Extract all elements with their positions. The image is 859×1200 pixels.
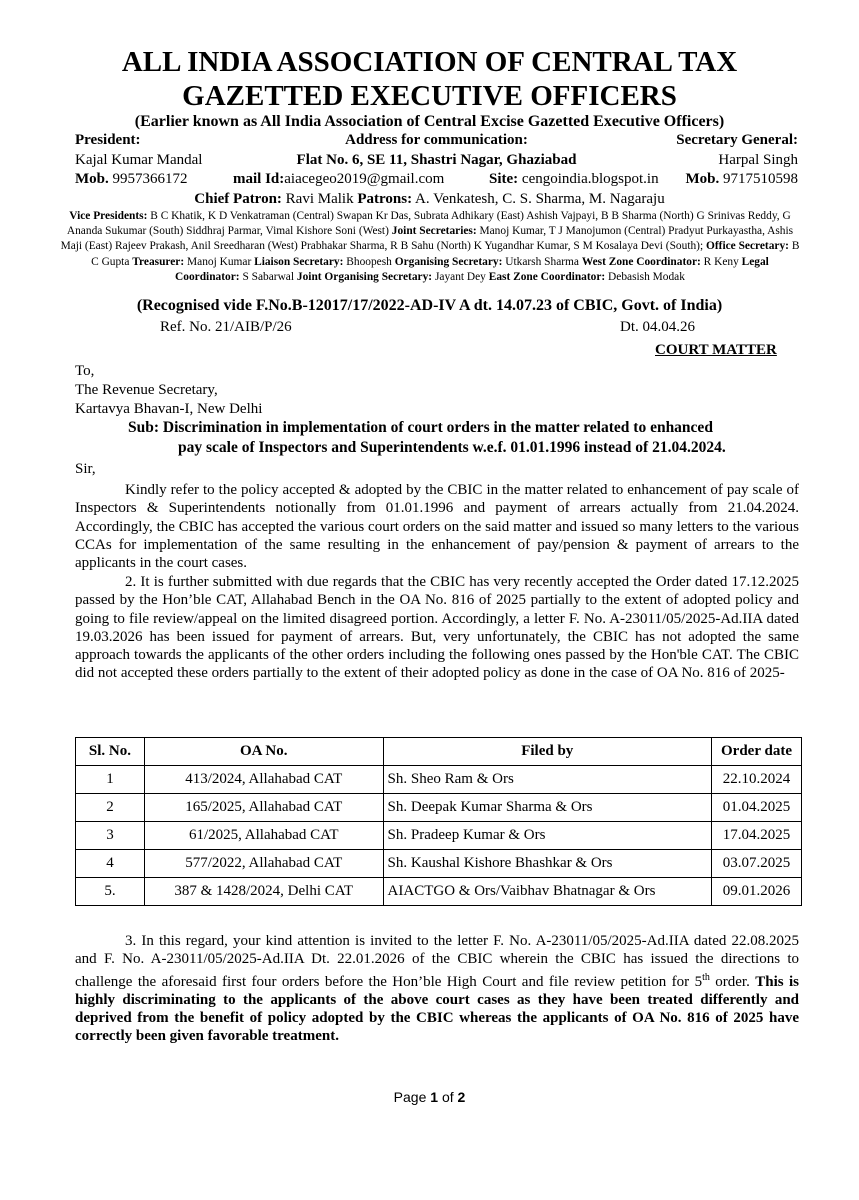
to-line: To, xyxy=(75,363,95,379)
president-label: President: xyxy=(75,132,141,148)
association-title-line1: ALL INDIA ASSOCIATION OF CENTRAL TAX xyxy=(121,46,738,78)
serial-cell: 1 xyxy=(76,766,145,794)
page-footer xyxy=(0,1089,859,1105)
table-row xyxy=(76,822,802,850)
secretary-mobile: 9717510598 xyxy=(723,171,798,187)
reference-number: Ref. No. 21/AIB/P/26 xyxy=(160,319,292,335)
page-word: Page xyxy=(393,1089,427,1105)
ob-label: Treasurer: xyxy=(132,255,185,268)
ob-label: East Zone Coordinator: xyxy=(488,270,606,283)
table-row xyxy=(76,850,802,878)
table-row xyxy=(76,878,802,906)
court-orders-table xyxy=(75,737,802,906)
order-date-cell: 17.04.2025 xyxy=(712,822,802,850)
site-url[interactable]: cengoindia.blogspot.in xyxy=(521,171,659,187)
column-header: Filed by xyxy=(383,738,711,766)
paragraph-3-emphasis: This is highly discriminating to the applicants of the above court cases as they have been treated differently and deprived from the benefit of policy adopted by the CBIC whereas the applicants of OA No. 816 of 2025 have correctly been given favorable treatment. xyxy=(75,973,800,1045)
table-header-row xyxy=(76,738,802,766)
site-label: Site: xyxy=(489,171,519,187)
column-header: OA No. xyxy=(144,738,383,766)
ob-label: Joint Secretaries: xyxy=(391,225,477,238)
addressee-address: Kartavya Bhavan-I, New Delhi xyxy=(75,401,263,417)
ob-label: Legal Coordinator: xyxy=(175,255,769,283)
oa-number-cell: 165/2025, Allahabad CAT xyxy=(144,794,383,822)
salutation: Sir, xyxy=(75,461,96,477)
office-bearers-block xyxy=(60,209,800,285)
table-row xyxy=(76,794,802,822)
former-name: (Earlier known as All India Association of Central Excise Gazetted Executive Officers) xyxy=(134,113,725,130)
recognition-line: (Recognised vide F.No.B-12017/17/2022-AD-IV A dt. 14.07.23 of CBIC, Govt. of India) xyxy=(136,297,723,314)
secretary-general-name: Harpal Singh xyxy=(718,152,798,168)
order-date-cell: 03.07.2025 xyxy=(712,850,802,878)
serial-cell: 4 xyxy=(76,850,145,878)
ob-text: Utkarsh Sharma xyxy=(505,255,579,268)
ob-text: B C Khatik, K D Venkatraman (Central) Swapan Kr Das, Subrata Adhikary (East) Ashish Vajpayi, B B Sharma (North) G Srinivas Reddy, G Ananda Sukumar (South) Siddhraj Parmar, Vimal Kishore Soni (West) xyxy=(66,210,791,238)
ob-label: Liaison Secretary: xyxy=(254,255,344,268)
paragraph-2-text: 2. It is further submitted with due regards that the CBIC has very recently accepted the Order dated 17.12.2025 passed by the Hon’ble CAT, Allahabad Bench in the OA No. 816 of 2025 partially to the extent of adopted policy and going to file review/appeal on the limited disagreed portion. Accordingly, a letter F. No. A-23011/05/2025-Ad.IIA dated 19.03.2026 has been issued for payment of arrears. But, very unfortunately, the CBIC has not adopted the same approach towards the applicants of the other orders including the following ones passed by the Hon'ble CAT. The CBIC did not accepted these orders partially to the extent of their adopted policy as done in the case of OA No. 816 of 2025- xyxy=(75,574,799,682)
paragraph-1-text: Kindly refer to the policy accepted & adopted by the CBIC in the matter related to enhancement of pay scale of Inspectors & Superintendents notionally from 01.01.1996 and payment of arrears actually from 21.04.2024. Accordingly, the CBIC has accepted the various court orders on the said matter and issued so many letters to the various CCAs for implementation of the same resulting in the enhancement of pay/pension & payment of arrears to the applicants in the court cases. xyxy=(75,482,799,572)
letter-date: Dt. 04.04.26 xyxy=(620,319,695,335)
current-page: 1 xyxy=(430,1089,439,1105)
ob-label: West Zone Coordinator: xyxy=(581,255,701,268)
filed-by-cell: Sh. Pradeep Kumar & Ors xyxy=(383,822,711,850)
ob-text: R Keny xyxy=(703,255,739,268)
patrons-label: Patrons: xyxy=(357,191,413,207)
oa-number-cell: 413/2024, Allahabad CAT xyxy=(144,766,383,794)
superscript-th: th xyxy=(702,971,710,983)
ob-label: Organising Secretary: xyxy=(394,255,503,268)
mail-label: mail Id: xyxy=(233,171,285,187)
association-title-line2: GAZETTED EXECUTIVE OFFICERS xyxy=(182,80,677,112)
serial-cell: 3 xyxy=(76,822,145,850)
serial-cell: 5. xyxy=(76,878,145,906)
patrons: A. Venkatesh, C. S. Sharma, M. Nagaraju xyxy=(415,191,665,207)
subject-line1: Sub: Discrimination in implementation of court orders in the matter related to enhanced xyxy=(128,419,713,436)
of-word: of xyxy=(441,1089,454,1105)
serial-cell: 2 xyxy=(76,794,145,822)
subject-line2: pay scale of Inspectors and Superintendents w.e.f. 01.01.1996 instead of 21.04.2024. xyxy=(178,439,726,456)
ob-text: S Sabarwal xyxy=(242,270,295,283)
paragraph-3-text: 3. In this regard, your kind attention is invited to the letter F. No. A-23011/05/2025-Ad.IIA dated 22.08.2025 and F. No. A-23011/05/2025-Ad.IIA Dt. 22.01.2026 of the CBIC wherein the CBIC has issued the directions to challenge the aforesaid first four orders before the Hon’ble High Court and file review petition for 5 xyxy=(75,933,799,990)
paragraph-3 xyxy=(75,932,799,1046)
table-row xyxy=(76,766,802,794)
mob-label: Mob. xyxy=(75,171,109,187)
order-date-cell: 09.01.2026 xyxy=(712,878,802,906)
president-name: Kajal Kumar Mandal xyxy=(75,152,203,168)
address-text: Flat No. 6, SE 11, Shastri Nagar, Ghaziabad xyxy=(296,152,577,168)
paragraph-3-order: order. xyxy=(709,973,756,990)
ob-text: Bhoopesh xyxy=(346,255,392,268)
ob-text: Manoj Kumar, T J Manojumon (Central) Pradyut Purkayastha, Ashis Maji (East) Rajeev Prakash, Anil Sreedharan (West) Prabhakar Sharma, R B Sahu (North) K Yugandhar Kumar, S M Kosalaya Devi (South); xyxy=(60,225,794,253)
secretary-general-label: Secretary General: xyxy=(676,132,798,148)
column-header: Sl. No. xyxy=(76,738,145,766)
oa-number-cell: 387 & 1428/2024, Delhi CAT xyxy=(144,878,383,906)
total-pages: 2 xyxy=(457,1089,466,1105)
paragraph-2 xyxy=(75,573,799,683)
filed-by-cell: AIACTGO & Ors/Vaibhav Bhatnagar & Ors xyxy=(383,878,711,906)
mail-id[interactable]: aiacegeo2019@gmail.com xyxy=(284,171,445,187)
ob-text: Debasish Modak xyxy=(608,270,685,283)
mob-label-2: Mob. xyxy=(685,171,720,187)
ob-text: Manoj Kumar xyxy=(187,255,252,268)
ob-text: Jayant Dey xyxy=(434,270,486,283)
president-mobile: 9957366172 xyxy=(112,171,188,187)
court-matter-heading: COURT MATTER xyxy=(655,342,777,358)
addressee: The Revenue Secretary, xyxy=(75,382,218,398)
column-header: Order date xyxy=(712,738,802,766)
chief-patron: Ravi Malik xyxy=(285,191,354,207)
ob-label: Vice Presidents: xyxy=(69,210,148,222)
ob-label: Joint Organising Secretary: xyxy=(296,270,433,283)
paragraph-1 xyxy=(75,481,799,572)
chief-patron-label: Chief Patron: xyxy=(194,191,282,207)
filed-by-cell: Sh. Sheo Ram & Ors xyxy=(383,766,711,794)
address-label: Address for communication: xyxy=(345,132,528,148)
filed-by-cell: Sh. Deepak Kumar Sharma & Ors xyxy=(383,794,711,822)
oa-number-cell: 61/2025, Allahabad CAT xyxy=(144,822,383,850)
ob-text: B C Gupta xyxy=(91,240,800,268)
ob-label: Office Secretary: xyxy=(706,240,789,253)
filed-by-cell: Sh. Kaushal Kishore Bhashkar & Ors xyxy=(383,850,711,878)
order-date-cell: 01.04.2025 xyxy=(712,794,802,822)
order-date-cell: 22.10.2024 xyxy=(712,766,802,794)
oa-number-cell: 577/2022, Allahabad CAT xyxy=(144,850,383,878)
patrons-line xyxy=(0,190,859,208)
